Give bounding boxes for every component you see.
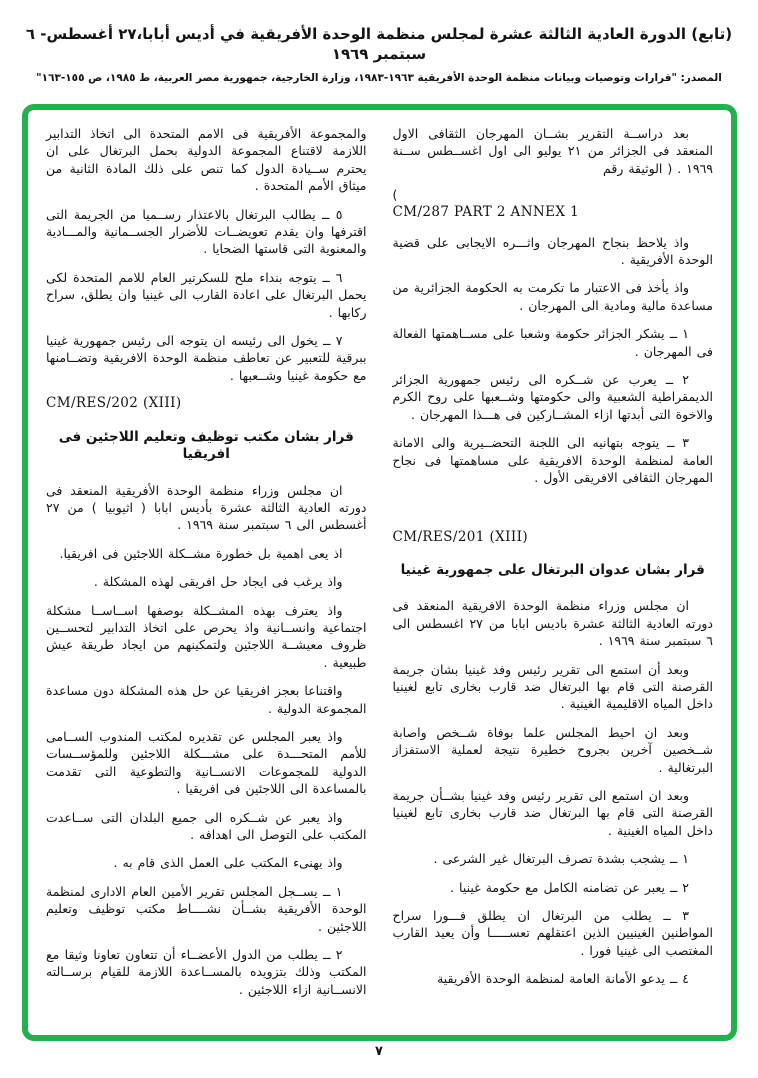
right-column <box>393 125 714 1025</box>
content-frame <box>22 104 737 1041</box>
paragraph-appreciation-unhcr: واذ يعبر المجلس عن تقديره لمكتب المندوب الســامى للأمم المتحـــدة على مشـــكلة اللاجئين وللمؤســسات الدولية للمجموعات الانســانية والتطوعية التى تقدمت بالمساعدة الى اللاجئين فى افريقيا . <box>46 728 367 797</box>
clause-2-requests-cooperation: ٢ ــ يطلب من الدول الأعضــاء أن تتعاون تعاونا وثيقا مع المكتب وذلك بتزويده بالمســاعدة اللازمة للقيام برســالته الانســانية ازاء اللاجئين . <box>46 947 367 997</box>
paragraph-african-group-un: والمجموعة الأفريقية فى الامم المتحدة الى اتخاذ التدابير اللازمة لاقتناع المجموعة الدولية بحمل البرتغال على ان يحترم ســيادة الدول كما تنص على ذلك المادة الثانية من ميثاق الأمم المتحدة . <box>46 126 367 194</box>
clause-2-expresses-thanks-president: ٢ ــ يعرب عن شــكره الى رئيس جمهورية الجزائر الديمقراطية الشعبية والى حكومتها وشــعبها على روح الكرم والاخوة التى أبدتها ازاء المشــاركين فى هـــذا المهرجان . <box>392 372 713 422</box>
paragraph-thanks-countries: واذ يعبر عن شــكره الى جميع البلدان التى ســاعدت المكتب على التوصل الى اهدافه . <box>46 809 367 842</box>
clause-1-condemns-portugal: ١ ــ يشجب بشدة تصرف البرتغال غير الشرعى . <box>433 851 689 867</box>
page-header <box>0 0 758 84</box>
clause-7-authorizes-chairman: ٧ ــ يخول الى رئيسه ان يتوجه الى رئيس جمهورية غينيا ببرقية للتعبير عن تعاطف منظمة الوحدة الافريقية وتضــامنها مع حكومة غينيا وشــعبها . <box>46 333 367 383</box>
two-column-layout <box>46 125 713 1025</box>
clause-1-records-report: ١ ــ يســجل المجلس تقرير الأمين العام الادارى لمنظمة الوحدة الأفريقية بشــأن نشــــاط مكتب توظيف وتعليم اللاجئين . <box>46 883 367 934</box>
paragraph-report-study: بعد دراســة التقرير بشــان المهرجان الثقافى الاول المنعقد فى الجزائر من ٢١ يوليو الى اول اغســطس ســنة ١٩٦٩ . ( الوثيقة رقم <box>392 126 713 176</box>
clause-3-demands-release: ٣ ــ يطلب من البرتغال ان يطلق فـــورا سراح المواطنين الغينيين الذين اعتقلهم تعســـــا وأن يعيد القارب المغتصب الى غينيا فورا . <box>392 908 713 958</box>
page-number: ٧ <box>375 1044 383 1059</box>
doc-ref-cm287: CM/287 PART 2 ANNEX 1 <box>392 204 580 221</box>
paragraph-social-humanitarian: واذ يعترف بهذه المشــكلة بوصفها اســاســا مشكلة اجتماعية وانســانية واذ يحرص على اتخاذ التدابير لتحســين ظروف معيشــة اللاجئين ولتمكينهم من ايجاد طريقة عيش طبيعية . <box>46 602 367 670</box>
paragraph-piracy-report: وبعد أن استمع الى تقرير رئيس وفد غينيا بشان جريمة القرصنة التى قام بها البرتغال ضد قارب بخارى تابع لغينيا داخل المياه الاقليمية الغينية . <box>392 661 713 712</box>
paragraph-death-injury: وبعد ان احيط المجلس علما بوفاة شــخص واصابة شــخصين آخرين بجروح خطيرة نتيجة لعملية الاستفزاز البرتغالية . <box>392 724 713 775</box>
paragraph-algerian-government-aid: واذ يأخذ فى الاعتبار ما تكرمت به الحكومة الجزائرية من مساعدة مالية ومادية الى المهرجان . <box>392 280 713 313</box>
paragraph-festival-success: واذ يلاحظ بنجاح المهرجان واثـــره الايجابى على قضية الوحدة الأفريقية . <box>392 234 713 268</box>
paragraph-council-session-2: ان مجلس وزراء منظمة الوحدة الأفريقية المنعقد فى دورته العادية الثالثة عشرة بأديس ابابا ( اثيوبيا ) من ٢٧ أغسطس الى ٦ سبتمبر سنة ١٩٦٩ . <box>46 482 367 533</box>
clause-4-calls-secretariat: ٤ ــ يدعو الأمانة العامة لمنظمة الوحدة الأفريقية <box>437 971 689 987</box>
session-title: (تابع) الدورة العادية الثالثة عشرة لمجلس منظمة الوحدة الأفريقية في أديس أبابا،٢٧ أغسطس- ٦ سبتمبر ١٩٦٩ <box>25 25 733 64</box>
paragraph-council-session: ان مجلس وزراء منظمة الوحدة الافريقية المنعقد فى دورته العادية الثالثة عشرة باديس ابابا من ٢٧ اغسطس الى ٦ سبتمبر سنة ١٩٦٩ . <box>392 598 714 649</box>
resolution-heading-portugal-aggression: قرار بشان عدوان البرتغال على جمهورية غينيا <box>400 561 705 578</box>
paren-line: ( <box>392 187 398 203</box>
paragraph-african-solution: واذ يرغب فى ايجاد حل افريقى لهذه المشكلة . <box>93 574 343 590</box>
clause-2-solidarity-guinea: ٢ ــ يعبر عن تضامنه الكامل مع حكومة غينيا . <box>450 879 689 895</box>
clause-3-congratulates-committee: ٣ ــ يتوجه بتهانيه الى اللجنة التحضــيرية والى الامانة العامة لمنظمة الوحدة الافريقية على مساهمتها فى نجاح المهرجان الثقافى الافريقى الأول . <box>392 435 713 486</box>
left-column <box>46 125 367 1025</box>
clause-5-demands-apology: ٥ ــ يطالب البرتغال بالاعتذار رســميا من الجريمة التى اقترفها وان يقدم تعويضــات للأضرار الجســمانية والمـــادية والمعنوية التى قاستها الضحايا . <box>46 206 367 257</box>
paragraph-congratulates-bureau: واذ يهنىء المكتب على العمل الذى قام به . <box>113 855 343 871</box>
doc-ref-cmres202: CM/RES/202 (XIII) <box>46 395 182 412</box>
paragraph-piracy-report-2: وبعد ان استمع الى تقرير رئيس وفد غينيا بشــأن جريمة القرصنة التى قام بها البرتغال ضد قارب بخارى تابع لغينيا داخل المياه الغينية . <box>392 787 713 838</box>
clause-1-thanks-algeria: ١ ــ يشكر الجزائر حكومة وشعبا على مســاهمتها الفعالة فى المهرجان . <box>392 326 713 359</box>
source-citation: المصدر: "قرارات وتوصيات وبيانات منظمة الوحدة الأفريقية ١٩٦٣-١٩٨٣، وزارة الخارجية، جمهورية مصر العربية، ط ١٩٨٥، ص ١٥٥-١٦٣" <box>36 71 722 84</box>
resolution-heading-refugees-bureau: قرار بشان مكتب توظيف وتعليم اللاجئين فى افريقيا <box>58 428 354 463</box>
clause-6-appeal-secretary-general: ٦ ــ يتوجه بنداء ملح للسكرتير العام للامم المتحدة لكى يحمل البرتغال على اعادة القارب الى غينيا وان يطلق، سراح ركابها . <box>46 269 367 320</box>
doc-ref-cmres201: CM/RES/201 (XIII) <box>392 528 529 545</box>
paragraph-aware-refugee-problem: اذ يعى اهمية بل خطورة مشــكلة اللاجئين فى افريقيا. <box>59 545 343 561</box>
paragraph-convinced-inability: واقتناعا بعجز افريقيا عن حل هذه المشكلة دون مساعدة المجموعة الدولية . <box>46 683 367 716</box>
